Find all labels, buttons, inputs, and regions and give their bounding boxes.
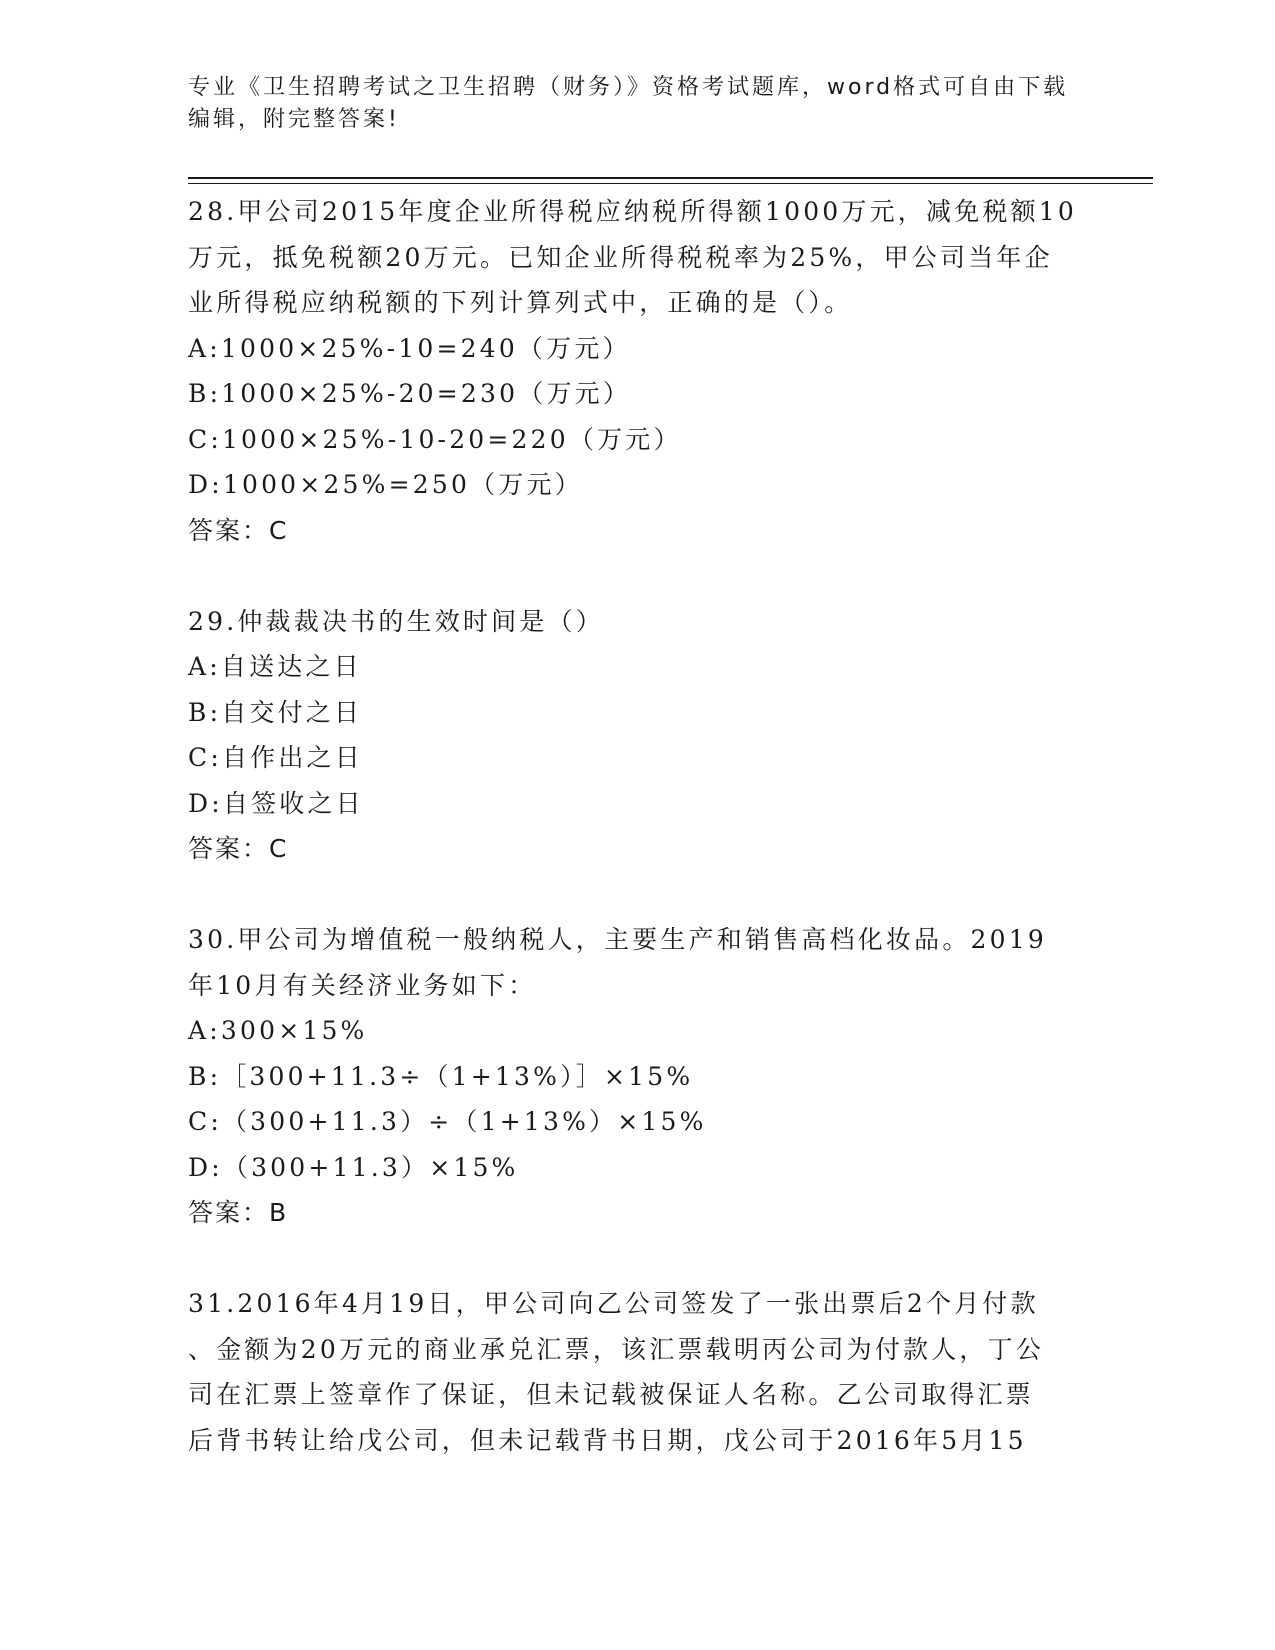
question-stem-line: 、金额为20万元的商业承兑汇票，该汇票载明丙公司为付款人，丁公	[188, 1334, 1045, 1364]
question-list	[188, 189, 1088, 1463]
question-stem-line: 28.甲公司2015年度企业所得税应纳税所得额1000万元，减免税额10	[188, 197, 1078, 226]
question-stem-line: 后背书转让给戊公司，但未记载背书日期，戊公司于2016年5月15	[188, 1425, 1027, 1455]
document-header	[188, 72, 1088, 136]
question-28	[188, 189, 1088, 553]
question-29	[188, 599, 1088, 872]
option-a: A:300×15%	[188, 1016, 368, 1045]
option-b: B:1000×25%-20=230（万元）	[188, 379, 632, 408]
spacer	[188, 872, 1088, 918]
question-stem-line: 29.仲裁裁决书的生效时间是（）	[188, 606, 604, 636]
spacer	[188, 1236, 1088, 1282]
question-stem-line: 30.甲公司为增值税一般纳税人，主要生产和销售高档化妆品。2019	[188, 925, 1047, 954]
option-d: D:1000×25%=250（万元）	[188, 470, 583, 499]
header-line-1: 专业《卫生招聘考试之卫生招聘（财务）》资格考试题库，word格式可自由下载	[188, 75, 1069, 100]
question-stem-line: 司在汇票上签章作了保证，但未记载被保证人名称。乙公司取得汇票	[188, 1380, 1035, 1409]
question-30	[188, 917, 1088, 1236]
answer-line: 答案：C	[188, 834, 289, 863]
header-line-2: 编辑，附完整答案!	[188, 107, 400, 132]
option-c: C:自作出之日	[188, 743, 363, 772]
answer-line: 答案：C	[188, 515, 289, 545]
option-b: B:自交付之日	[188, 697, 363, 727]
option-b: B:［300+11.3÷（1+13%）］×15%	[188, 1061, 694, 1091]
option-a: A:自送达之日	[188, 652, 362, 681]
question-31	[188, 1281, 1088, 1463]
question-stem-line: 万元，抵免税额20万元。已知企业所得税税率为25%，甲公司当年企	[188, 242, 1053, 272]
header-rule-thick	[188, 177, 1153, 179]
header-rule-thin	[188, 183, 1153, 184]
answer-line: 答案：B	[188, 1198, 289, 1227]
spacer	[188, 553, 1088, 599]
question-stem-line: 年10月有关经济业务如下：	[188, 970, 537, 1000]
question-stem-line: 31.2016年4月19日，甲公司向乙公司签发了一张出票后2个月付款	[188, 1289, 1039, 1318]
option-a: A:1000×25%-10=240（万元）	[188, 333, 631, 363]
option-d: D:（300+11.3）×15%	[188, 1152, 519, 1182]
question-stem-line: 业所得税应纳税额的下列计算列式中，正确的是（）。	[188, 288, 853, 317]
option-c: C:1000×25%-10-20=220（万元）	[188, 424, 682, 454]
option-d: D:自签收之日	[188, 788, 364, 818]
option-c: C:（300+11.3）÷（1+13%）×15%	[188, 1107, 707, 1136]
